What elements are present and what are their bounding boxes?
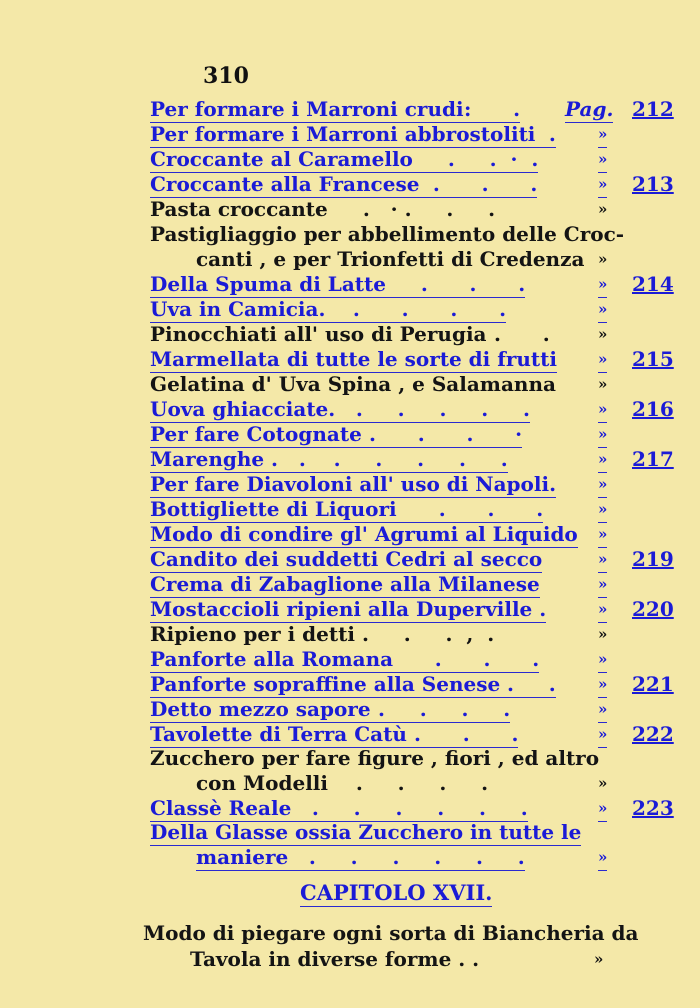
toc-entry [196, 247, 700, 272]
toc-entry[interactable] [150, 647, 700, 672]
toc-entry-leader: . . . [393, 647, 540, 671]
toc-entry-leader: . . . . [328, 771, 489, 795]
toc-entry-title: maniere [196, 845, 289, 869]
toc-entry[interactable] [150, 820, 700, 845]
toc-entry-ditto: » [598, 272, 607, 298]
toc-entry-title: Marmellata di tutte le sorte di frutti [150, 347, 557, 371]
toc-entry-title: Zucchero per fare figure , fiori , ed altro [150, 746, 600, 770]
toc-entry-leader: . . . . . [335, 397, 530, 421]
toc-entry-leader: . . . . . . . [264, 447, 508, 471]
toc-entry-ditto: » [598, 147, 607, 173]
toc-entry-ditto: » [598, 774, 608, 792]
toc-entry-ditto: » [598, 625, 608, 643]
toc-entry[interactable] [150, 722, 700, 747]
toc-entry-leader: . . · . [413, 147, 539, 171]
toc-entry-title: Classè Reale [150, 796, 292, 820]
toc-entry[interactable] [150, 122, 700, 147]
toc-entry-ditto: » [598, 547, 607, 573]
toc-entry-ditto: » [598, 697, 607, 723]
toc-entry-ditto: » [598, 297, 607, 323]
toc-entry [150, 622, 700, 647]
toc-entry-title: Croccante alla Francese [150, 172, 420, 196]
toc-entry-page-number[interactable]: 214 [632, 272, 674, 296]
toc-entry-ditto: » [598, 250, 608, 268]
toc-entry-title: Marenghe [150, 447, 265, 471]
toc-entry[interactable] [150, 597, 700, 622]
toc-entry-leader: . · . . . [328, 197, 496, 221]
toc-entry[interactable] [196, 845, 700, 870]
toc-entry-ditto: » [598, 122, 607, 148]
toc-entry-ditto: » [598, 647, 607, 673]
toc-entry [150, 222, 700, 247]
toc-entry[interactable] [150, 422, 700, 447]
toc-entry-title: Panforte alla Romana [150, 647, 394, 671]
toc-entry-page-number[interactable]: 217 [632, 447, 674, 471]
toc-entry[interactable] [150, 147, 700, 172]
final-entry [143, 920, 639, 971]
toc-entry-leader: . . . , . [355, 622, 495, 646]
toc-entry-ditto: » [598, 472, 607, 498]
toc-entry-leader: . . . . . . [288, 845, 525, 869]
final-entry-ditto: » [594, 950, 604, 968]
toc-entry-pag-label: Pag. [565, 97, 614, 121]
toc-entry-ditto: » [598, 597, 607, 623]
toc-entry-ditto: » [598, 845, 607, 871]
toc-entry-title: Pastigliaggio per abbellimento delle Croc- [150, 222, 625, 246]
toc-entry-leader: . . . [386, 272, 526, 296]
toc-entry-title: canti , e per Trionfetti di Credenza [196, 247, 585, 271]
toc-entry-leader: . . . . . . [291, 796, 528, 820]
toc-entry [150, 746, 700, 771]
toc-entry-ditto: » [598, 422, 607, 448]
toc-entry[interactable] [150, 572, 700, 597]
toc-entry-title: Gelatina d' Uva Spina , e Salamanna [150, 372, 556, 396]
toc-entry-ditto: » [598, 200, 608, 218]
toc-entry-leader: . . . · [362, 422, 523, 446]
toc-entry-title: Per formare i Marroni abbrostoliti [150, 122, 536, 146]
chapter-heading[interactable]: CAPITOLO XVII. [300, 880, 493, 905]
toc-entry-page-number[interactable]: 223 [632, 796, 674, 820]
toc-entry-leader: : . [464, 97, 521, 121]
toc-entry[interactable] [150, 497, 700, 522]
toc-entry-page-number[interactable]: 222 [632, 722, 674, 746]
toc-entry [150, 372, 700, 397]
toc-entry-ditto: » [598, 672, 607, 698]
toc-entry-title: Della Spuma di Latte [150, 272, 387, 296]
toc-entry-title: Per formare i Marroni crudi [150, 97, 464, 121]
toc-entry-page-number[interactable]: 216 [632, 397, 674, 421]
toc-entry-title: Tavolette di Terra Catù [150, 722, 407, 746]
toc-entry [196, 771, 700, 796]
toc-entry-ditto: » [598, 497, 607, 523]
toc-entry-page-number[interactable]: 220 [632, 597, 674, 621]
toc-entry-title: Mostaccioli ripieni alla Duperville . [150, 597, 547, 621]
toc-entry-title: Crema di Zabaglione alla Milanese [150, 572, 540, 596]
toc-entry [150, 322, 700, 347]
toc-entry[interactable] [150, 447, 700, 472]
toc-entry[interactable] [150, 347, 700, 372]
toc-entry-ditto: » [598, 397, 607, 423]
toc-entry-leader: . [535, 122, 556, 146]
toc-entry[interactable] [150, 522, 700, 547]
toc-entry-title: Panforte sopraffine alla Senese [150, 672, 501, 696]
toc-entry-leader: . . . . [371, 697, 511, 721]
toc-entry-page-number[interactable]: 219 [632, 547, 674, 571]
toc-entry-ditto: » [598, 722, 607, 748]
toc-entry-ditto: » [598, 572, 607, 598]
toc-entry-page-number[interactable]: 213 [632, 172, 674, 196]
toc-entry-leader: . . [487, 322, 550, 346]
toc-entry-ditto: » [598, 172, 607, 198]
toc-entry-title: Modo di condire gl' Agrumi al Liquido [150, 522, 578, 546]
toc-entry-title: Uova ghiacciate. [150, 397, 336, 421]
toc-entry-title: Uva in Camicia. [150, 297, 326, 321]
toc-entry-page-number[interactable]: 215 [632, 347, 674, 371]
toc-entry-ditto: » [598, 522, 607, 548]
toc-entry-title: Candito dei suddetti Cedri al secco [150, 547, 543, 571]
toc-entry[interactable] [150, 297, 700, 322]
toc-entry-title: Detto mezzo sapore [150, 697, 371, 721]
toc-entry-title: Pasta croccante [150, 197, 328, 221]
toc-entry-page-number[interactable]: 221 [632, 672, 674, 696]
toc-entry-leader: . . . [397, 497, 544, 521]
toc-entry[interactable] [150, 397, 700, 422]
toc-entry[interactable] [150, 697, 700, 722]
toc-entry-title: Per fare Cotognate [150, 422, 362, 446]
toc-entry[interactable] [150, 272, 700, 297]
toc-entry-ditto: » [598, 347, 607, 373]
toc-entry-ditto: » [598, 796, 607, 822]
toc-entry-leader: . . . [419, 172, 538, 196]
toc-entry-title: Per fare Diavoloni all' uso di Napoli. [150, 472, 557, 496]
toc-entry[interactable] [150, 796, 700, 821]
final-entry-line2: Tavola in diverse forme . . [190, 947, 480, 971]
toc-entry-title: Ripieno per i detti [150, 622, 355, 646]
toc-entry[interactable] [150, 97, 700, 122]
page-number: 310 [203, 63, 249, 89]
toc-entry-title: Bottigliette di Liquori [150, 497, 397, 521]
toc-entry[interactable] [150, 472, 700, 497]
toc-entry-ditto: » [598, 447, 607, 473]
final-entry-line1: Modo di piegare ogni sorta di Biancheria da [143, 921, 639, 945]
toc-entry-page-number[interactable]: 212 [632, 97, 674, 121]
toc-entry-ditto: » [598, 325, 608, 343]
toc-entry-ditto: » [598, 375, 608, 393]
toc-entry-title: Croccante al Caramello [150, 147, 413, 171]
toc-entry-title: Pinocchiati all' uso di Perugia [150, 322, 487, 346]
toc-entry[interactable] [150, 672, 700, 697]
toc-entry-leader: . . . [407, 722, 519, 746]
toc-entry-title: con Modelli [196, 771, 329, 795]
toc-entry[interactable] [150, 547, 700, 572]
toc-entry [150, 197, 700, 222]
toc-entry[interactable] [150, 172, 700, 197]
toc-entry-title: Della Glasse ossia Zucchero in tutte le [150, 820, 582, 844]
toc-entry-leader: . . . . [325, 297, 507, 321]
toc-entry-leader: . . [500, 672, 556, 696]
